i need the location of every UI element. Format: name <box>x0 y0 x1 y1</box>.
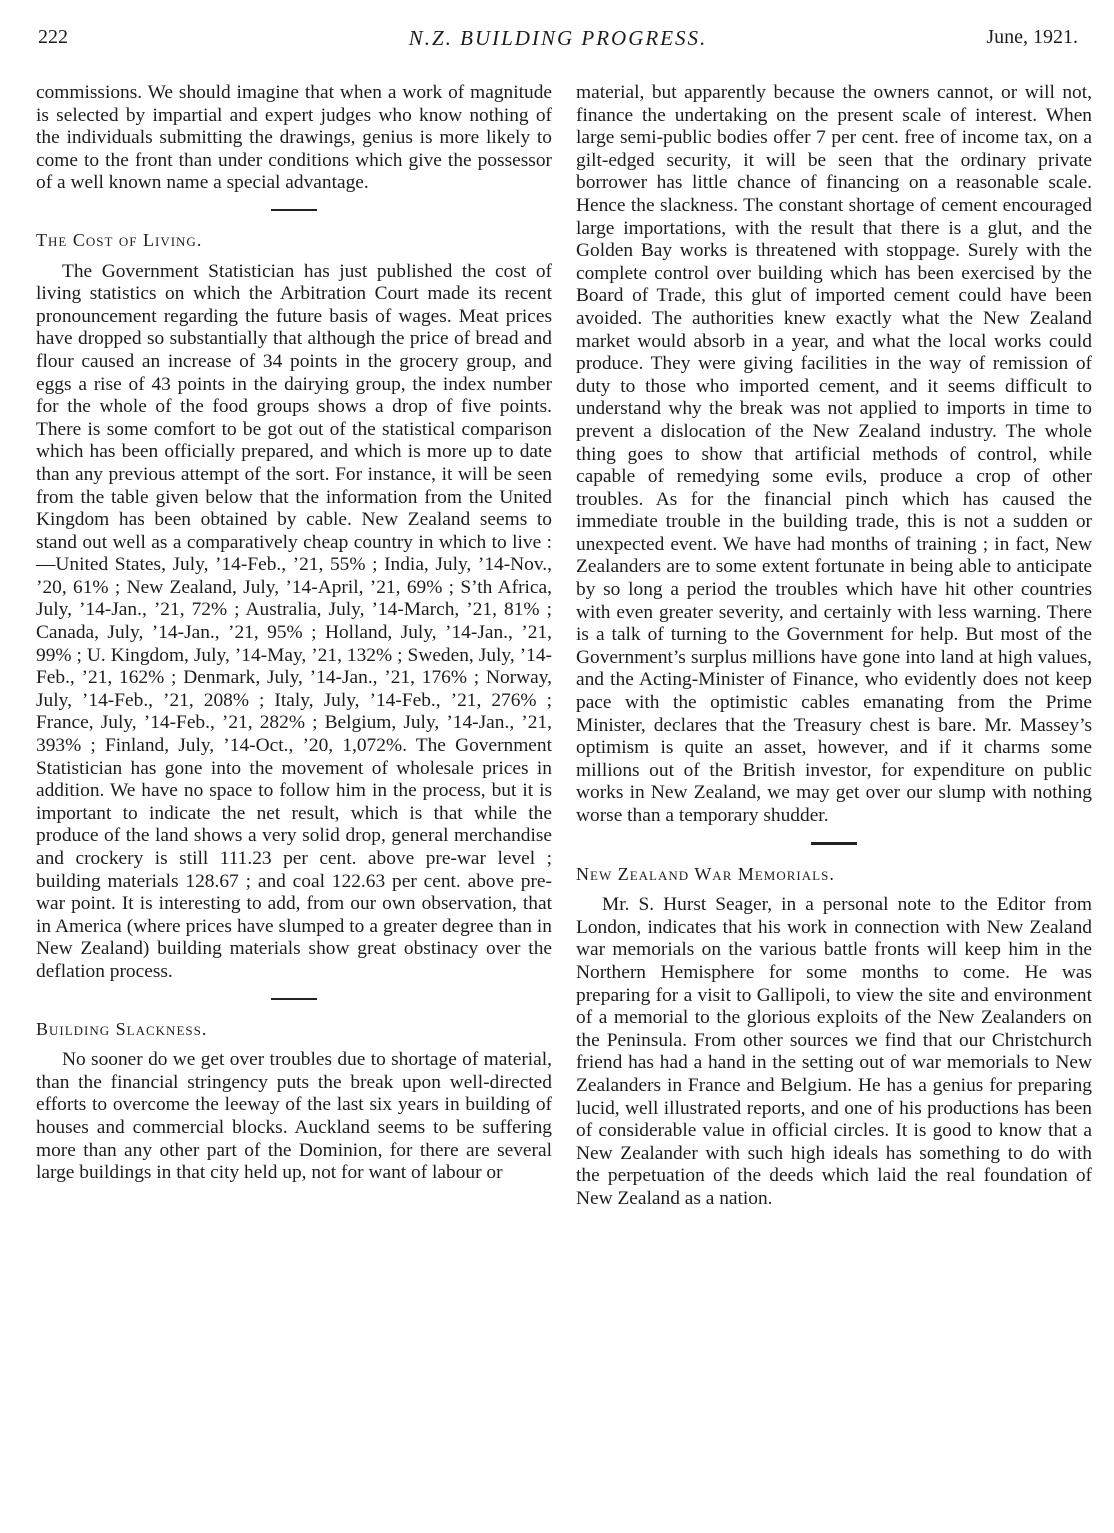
page-header <box>38 26 1078 62</box>
section-divider <box>271 998 317 1000</box>
heading-war-memorials: New Zealand War Memorials. <box>576 863 835 884</box>
page-number: 222 <box>38 26 68 48</box>
building-slackness-paragraph: No sooner do we get over troubles due to shortage of material, than the financial stringency puts the break upon well-directed efforts to overcome the leeway of the last six years in building of houses and commercial blocks. Auckland seems to be suffering more than any other part of the Dominion, for there are several large buildings in that city held up, not for want of labour or <box>36 1049 552 1184</box>
building-slackness-continued: material, but apparently because the owners cannot, or will not, finance the undertaking on the present scale of interest. When large semi-public bodies offer 7 per cent. free of income tax, on a gilt-edged security, it will be seen that the ordinary private borrower has little chance of financing on a reasonable scale. Hence the slackness. The constant shortage of cement encouraged large importations, with the result that there is a glut, and the Golden Bay works is threatened with stoppage. Surely with the complete control over building which has been exercised by the Board of Trade, this glut of imported cement could have been avoided. The authorities knew exactly what the New Zealand market would absorb in a year, and what the local works could produce. They were giving facilities in the way of remission of duty to those who imported cement, and it seems difficult to understand why the break was not applied to imports in time to prevent a dislocation of the New Zealand industry. The whole thing goes to show that artificial methods of control, while capable of remedying some evils, produce a crop of other troubles. As for the financial pinch which has caused the immediate trouble in the building trade, this is not a sudden or unexpected event. We have had months of training ; in fact, New Zealanders are to some extent fortunate in being able to anticipate by so long a period the troubles which have hit other countries with even greater severity, and certainly with less warning. There is a talk of turning to the Government for help. But most of the Government’s surplus millions have gone into land at high values, and the Acting-Minister of Finance, who evidently does not keep pace with the optimistic cables emanating from the Prime Minister, declares that the Treasury chest is bare. Mr. Massey’s optimism is quite an asset, however, and if it charms some millions out of the British investor, for expenditure on public works in New Zealand, we may get over our slump with nothing worse than a temporary shudder. <box>576 82 1092 826</box>
left-column <box>36 82 552 1185</box>
section-divider <box>271 209 317 211</box>
intro-paragraph: commissions. We should imagine that when a work of magnitude is selected by impartial and expert judges who know nothing of the individuals submitting the drawings, genius is more likely to come to the front than under conditions which give the possessor of a well known name a special advantage. <box>36 82 552 194</box>
right-column <box>576 82 1092 1211</box>
heading-cost-of-living: The Cost of Living. <box>36 229 203 250</box>
issue-date: June, 1921. <box>986 26 1078 48</box>
cost-of-living-paragraph: The Government Statistician has just published the cost of living statistics on which the Arbitration Court made its recent pronouncement regarding the future basis of wages. Meat prices have dropped so substantially that although the price of bread and flour caused an increase of 34 points in the grocery group, and eggs a rise of 43 points in the dairying group, the index number for the whole of the food groups shows a drop of five points. There is some comfort to be got out of the statistical comparison which has been officially prepared, and which is more up to date than any previous attempt of the sort. For instance, it will be seen from the table given below that the information from the United Kingdom has been obtained by cable. New Zealand seems to stand out well as a comparatively cheap country in which to live :—United States, July, ’14-Feb., ’21, 55% ; India, July, ’14-Nov., ’20, 61% ; New Zealand, July, ’14-April, ’21, 69% ; S’th Africa, July, ’14-Jan., ’21, 72% ; Australia, July, ’14-March, ’21, 81% ; Canada, July, ’14-Jan., ’21, 95% ; Holland, July, ’14-Jan., ’21, 99% ; U. Kingdom, July, ’14-May, ’21, 132% ; Sweden, July, ’14-Feb., ’21, 162% ; Denmark, July, ’14-Jan., ’21, 176% ; Norway, July, ’14-Feb., ’21, 208% ; Italy, July, ’14-Feb., ’21, 276% ; France, July, ’14-Feb., ’21, 282% ; Belgium, July, ’14-Jan., ’21, 393% ; Finland, July, ’14-Oct., ’20, 1,072%. The Government Statistician has gone into the movement of wholesale prices in addition. We have no space to follow him in the process, but it is important to indicate the net result, which is that while the produce of the land shows a very solid drop, general merchandise and crockery is still 111.23 per cent. above pre-war level ; building materials 128.67 ; and coal 122.63 per cent. above pre-war point. It is interesting to add, from our own observation, that in America (where prices have slumped to a greater degree than in New Zealand) building materials show great obstinacy over the deflation process. <box>36 260 552 982</box>
war-memorials-paragraph: Mr. S. Hurst Seager, in a personal note to the Editor from London, indicates that his work in connection with New Zealand war memorials on the various battle fronts will keep him in the Northern Hemisphere for some months to come. He was preparing for a visit to Gallipoli, to view the site and environment of a memorial to the glorious exploits of the New Zealanders on the Peninsula. From other sources we find that our Christchurch friend has had a hand in the setting out of war memorials to New Zealanders in France and Belgium. He has a genius for preparing lucid, well illustrated reports, and one of his productions has been of considerable value in official circles. It is good to know that a New Zealander with such high ideals has something to do with the perpetuation of the deeds which laid the real foundation of New Zealand as a nation. <box>576 894 1092 1209</box>
running-title: N.Z. BUILDING PROGRESS. <box>408 26 708 50</box>
heading-building-slackness: Building Slackness. <box>36 1018 208 1039</box>
section-divider <box>811 842 857 845</box>
